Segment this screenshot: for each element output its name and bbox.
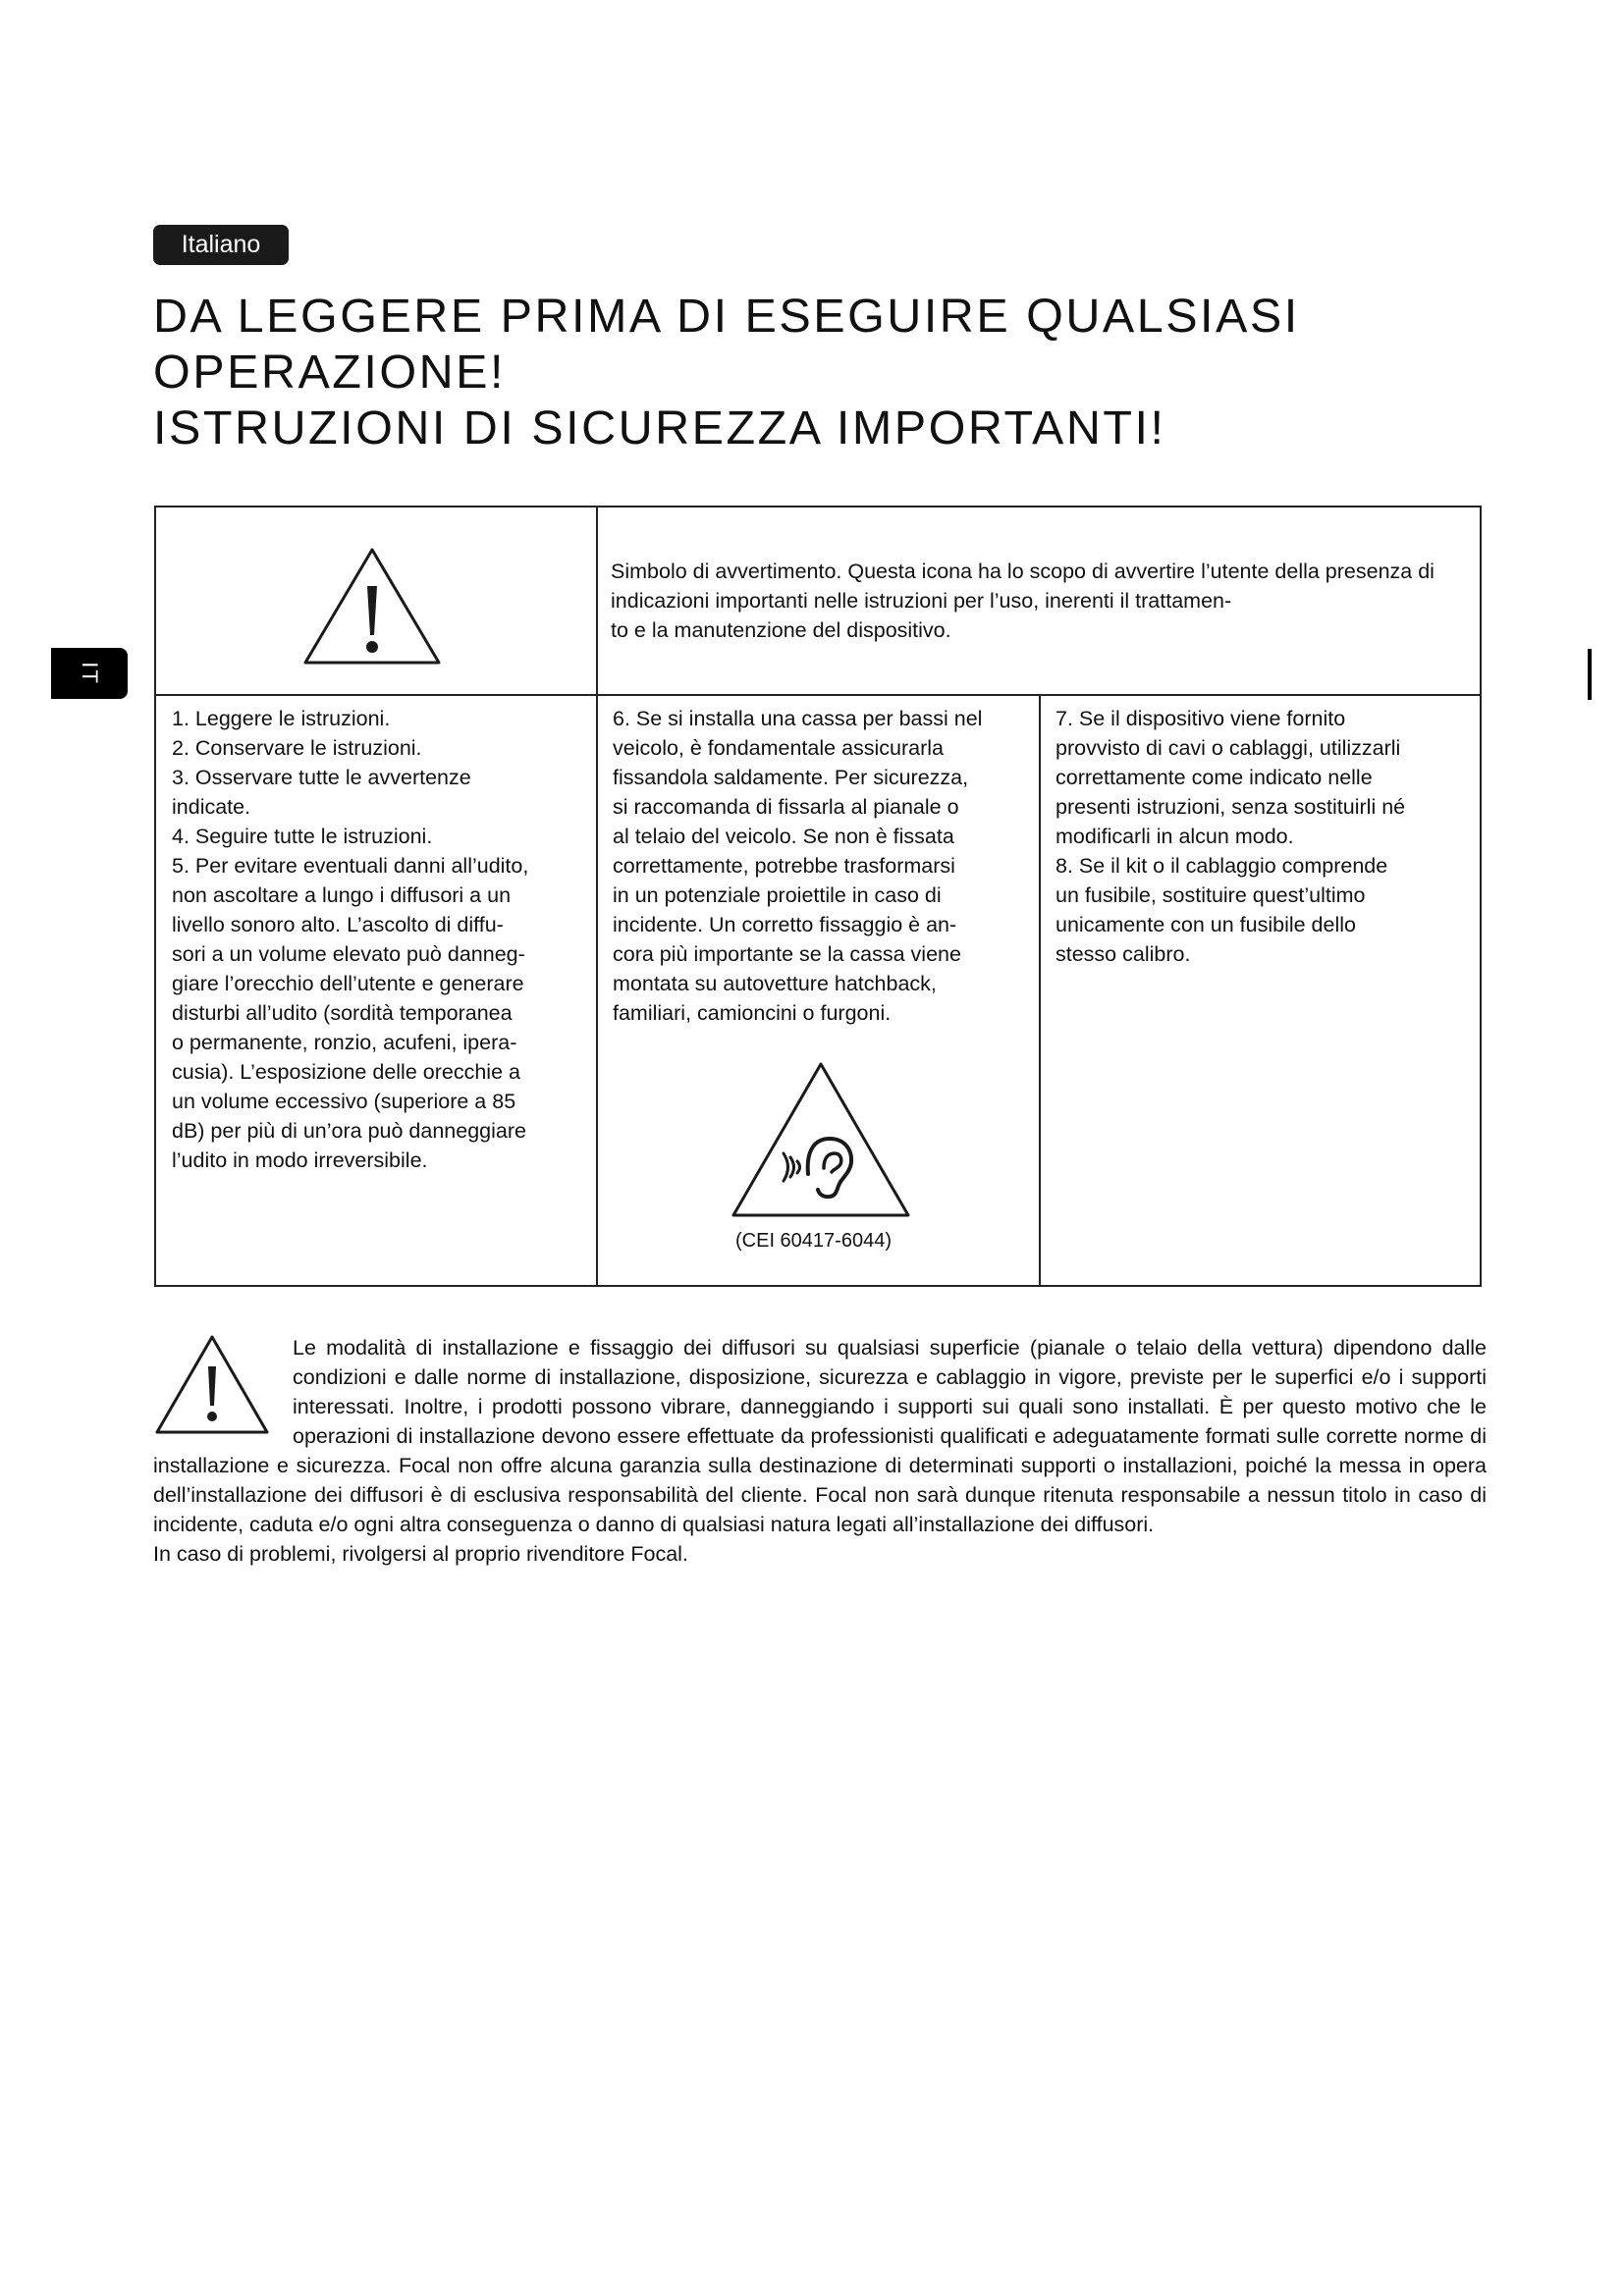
warning-triangle-icon	[298, 542, 446, 669]
title-line-1: DA LEGGERE PRIMA DI ESEGUIRE QUALSIASI	[153, 290, 1300, 343]
hearing-icon-caption: (CEI 60417-6044)	[735, 1230, 892, 1252]
language-side-tab	[51, 648, 128, 699]
column-divider-2	[1039, 694, 1041, 1285]
title-line-3: ISTRUZIONI DI SICUREZZA IMPORTANTI!	[153, 401, 1166, 454]
column-divider-1	[596, 507, 598, 1285]
row-divider	[156, 694, 1480, 696]
page-title	[153, 289, 1300, 456]
installation-warning-icon	[153, 1333, 271, 1437]
title-line-2: OPERAZIONE!	[153, 346, 506, 399]
installation-note	[153, 1333, 1487, 1569]
hearing-damage-warning-icon	[728, 1058, 914, 1220]
instructions-column-2: 6. Se si installa una cassa per bassi nel veicolo, è fondamentale assicurarla fissandola saldamente. Per sicurezza, si raccomanda di fissarla al pianale o al telaio del veicolo. Se non è fissata correttamente, potrebbe trasformarsi in un potenziale proiettile in caso di incidente. Un corretto fissaggio è an- cora più importante se la cassa viene montata su autovetture hatchback, familiari, camioncini o furgoni.	[613, 707, 983, 1025]
instructions-column-1: 1. Leggere le istruzioni. 2. Conservare le istruzioni. 3. Osservare tutte le avvertenze indicate. 4. Seguire tutte le istruzioni. 5. Per evitare eventuali danni all’udito, non ascoltare a lungo i diffusori a un livello sonoro alto. L’ascolto di diffu- sori a un volume elevato può danneg- giare l’orecchio dell’utente e generare disturbi all’udito (sordità temporanea o permanente, ronzio, acufeni, ipera- cusia). L’esposizione delle orecchie a un volume eccessivo (superiore a 85 dB) per più di un’ora può danneggiare l’udito in modo irreversibile.	[172, 707, 529, 1172]
instructions-column-3: 7. Se il dispositivo viene fornito provvisto di cavi o cablaggi, utilizzarli correttamente come indicato nelle presenti istruzioni, senza sostituirli né modificarli in alcun modo. 8. Se il kit o il cablaggio comprende un fusibile, sostituire quest’ultimo unicamente con un fusibile dello stesso calibro.	[1056, 707, 1406, 966]
dealer-contact-note: In caso di problemi, rivolgersi al proprio rivenditore Focal.	[153, 1542, 688, 1566]
language-badge: Italiano	[153, 225, 289, 265]
installation-note-text: Le modalità di installazione e fissaggio dei diffusori su qualsiasi superficie (pianale o telaio della vettura) dipendono dalle condizioni e dalle norme di installazione, disposizione, sicurezza e cablaggio in vigore, previste per le superfici e/o i supporti interessati. Inoltre, i prodotti possono vibrare, danneggiando i supporti sui quali sono installati. È per questo motivo che le operazioni di installazione devono essere effettuate da professionisti qualificati e adeguatamente formati sulle corrette norme di installazione e sicurezza. Focal non offre alcuna garanzia sulla destinazione di determinati supporti o installazioni, poiché la messa in opera dell’installazione dei diffusori è di esclusiva responsabilità del cliente. Focal non sarà dunque ritenuta responsabile a nessun titolo in caso di incidente, caduta e/o ogni altra conseguenza o danno di qualsiasi natura legati all’installazione dei diffusori.	[153, 1336, 1487, 1536]
warning-symbol-description: Simbolo di avvertimento. Questa icona ha lo scopo di avvertire l’utente della presenza di indicazioni importanti nelle istruzioni per l’uso, inerenti il trattamen- to e la manutenzione del dispositivo.	[611, 560, 1435, 642]
side-tab-label: IT	[78, 662, 102, 685]
page-edge-marker	[1588, 649, 1592, 700]
safety-instructions-table	[154, 506, 1482, 1287]
